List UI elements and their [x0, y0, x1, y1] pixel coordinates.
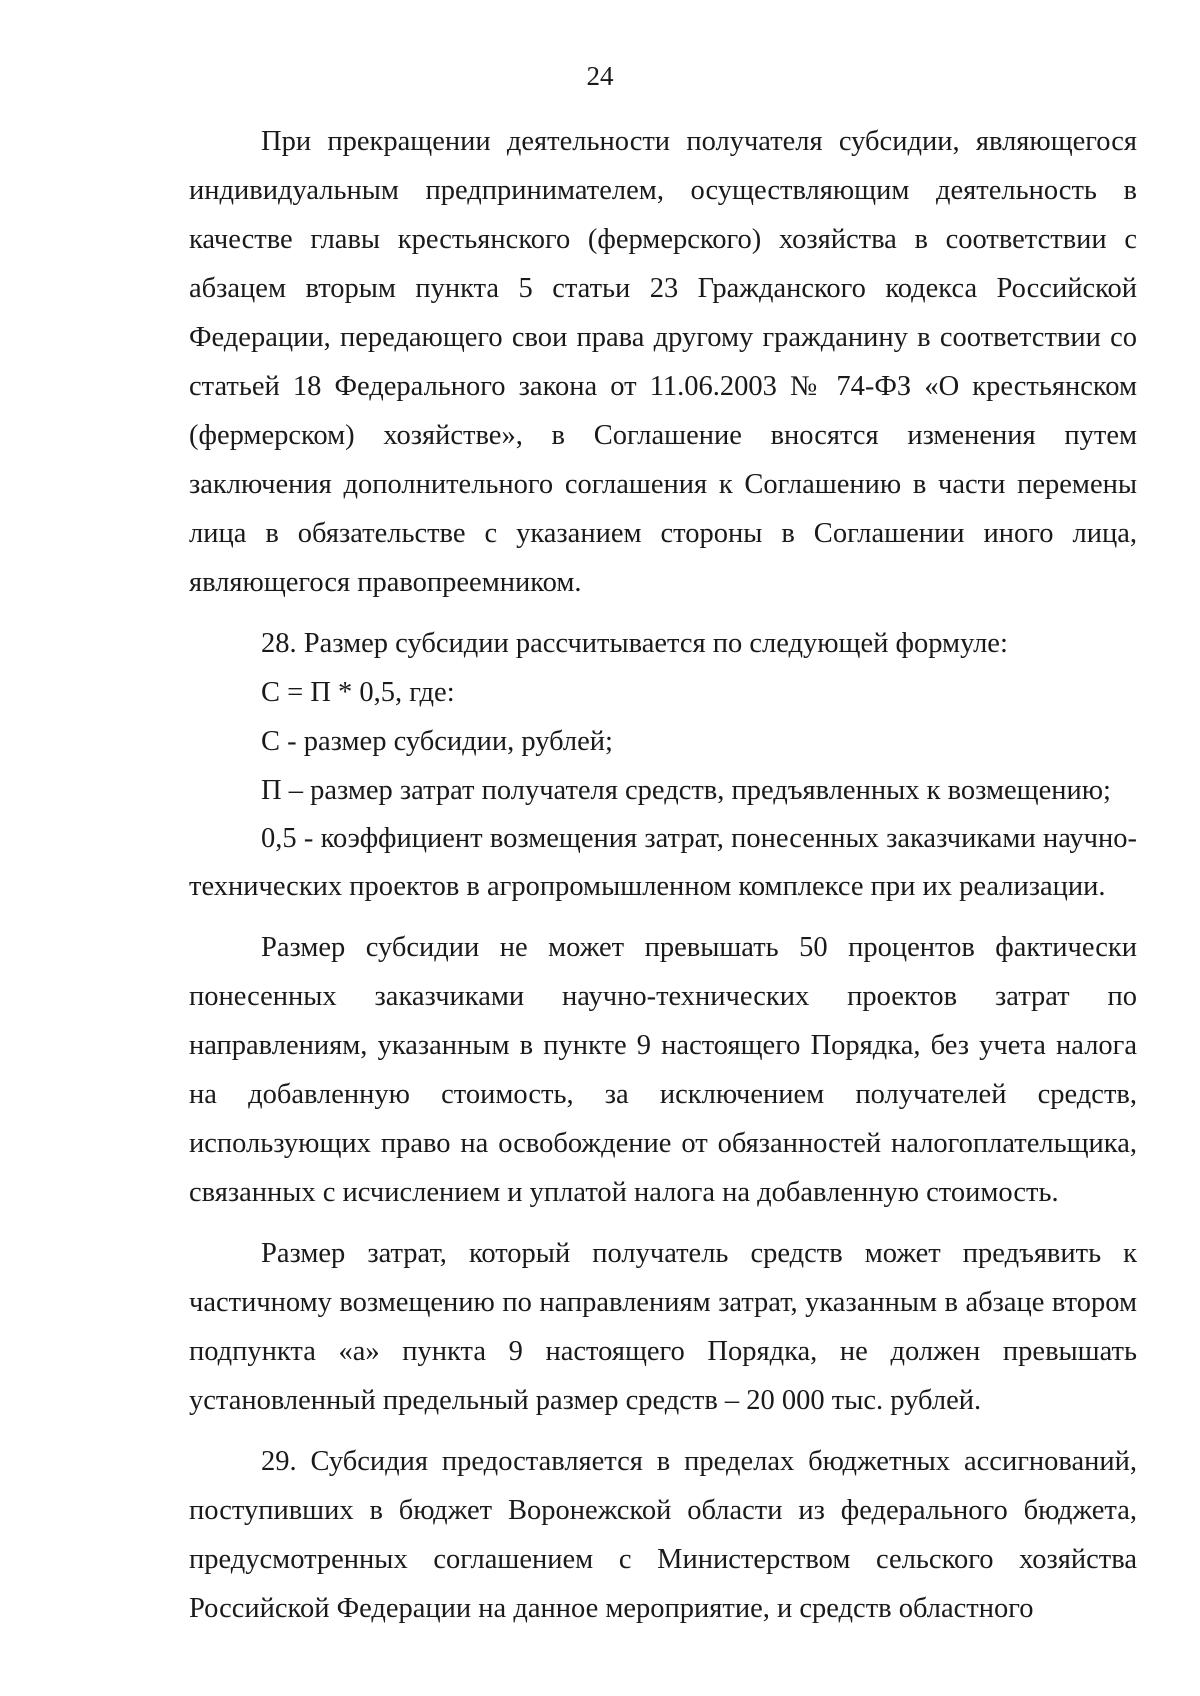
- document-body: [189, 117, 1137, 1633]
- formula-definition-coefficient: 0,5 - коэффициент возмещения затрат, понесенных заказчиками научно-технических проектов в агропромышленном комплексе при их реализации.: [189, 823, 1137, 902]
- page-number: 24: [586, 61, 614, 91]
- paragraph-28-formula-intro: 28. Размер субсидии рассчитывается по следующей формуле:: [261, 628, 1008, 659]
- formula-definition-p: П – размер затрат получателя средств, предъявленных к возмещению;: [261, 775, 1111, 806]
- formula-line: С = П * 0,5, где:: [261, 677, 455, 708]
- paragraph-cost-limit: Размер затрат, который получатель средств может предъявить к частичному возмещению по направлениям затрат, указанным в абзаце втором подпункта «а» пункта 9 настоящего Порядка, не должен превышать установленный предельный размер средств – 20 000 тыс. рублей.: [189, 1238, 1137, 1416]
- formula-definition-c: С - размер субсидии, рублей;: [261, 726, 613, 757]
- paragraph-29-budget: 29. Субсидия предоставляется в пределах бюджетных ассигнований, поступивших в бюджет Воронежской области из федерального бюджета, предусмотренных соглашением с Министерством сельского хозяйства Российской Федерации на данное мероприятие, и средств областного: [189, 1446, 1137, 1624]
- paragraph-subsidy-limit: Размер субсидии не может превышать 50 процентов фактически понесенных заказчиками научно-технических проектов затрат по направлениям, указанным в пункте 9 настоящего Порядка, без учета налога на добавленную стоимость, за исключением получателей средств, использующих право на освобождение от обязанностей налогоплательщика, связанных с исчислением и уплатой налога на добавленную стоимость.: [189, 932, 1137, 1208]
- paragraph-termination-of-activity: При прекращении деятельности получателя субсидии, являющегося индивидуальным предпринимателем, осуществляющим деятельность в качестве главы крестьянского (фермерского) хозяйства в соответствии с абзацем вторым пункта 5 статьи 23 Гражданского кодекса Российской Федерации, передающего свои права другому гражданину в соответствии со статьей 18 Федерального закона от 11.06.2003 № 74-ФЗ «О крестьянском (фермерском) хозяйстве», в Соглашение вносятся изменения путем заключения дополнительного соглашения к Соглашению в части перемены лица в обязательстве с указанием стороны в Соглашении иного лица, являющегося правопреемником.: [189, 126, 1137, 598]
